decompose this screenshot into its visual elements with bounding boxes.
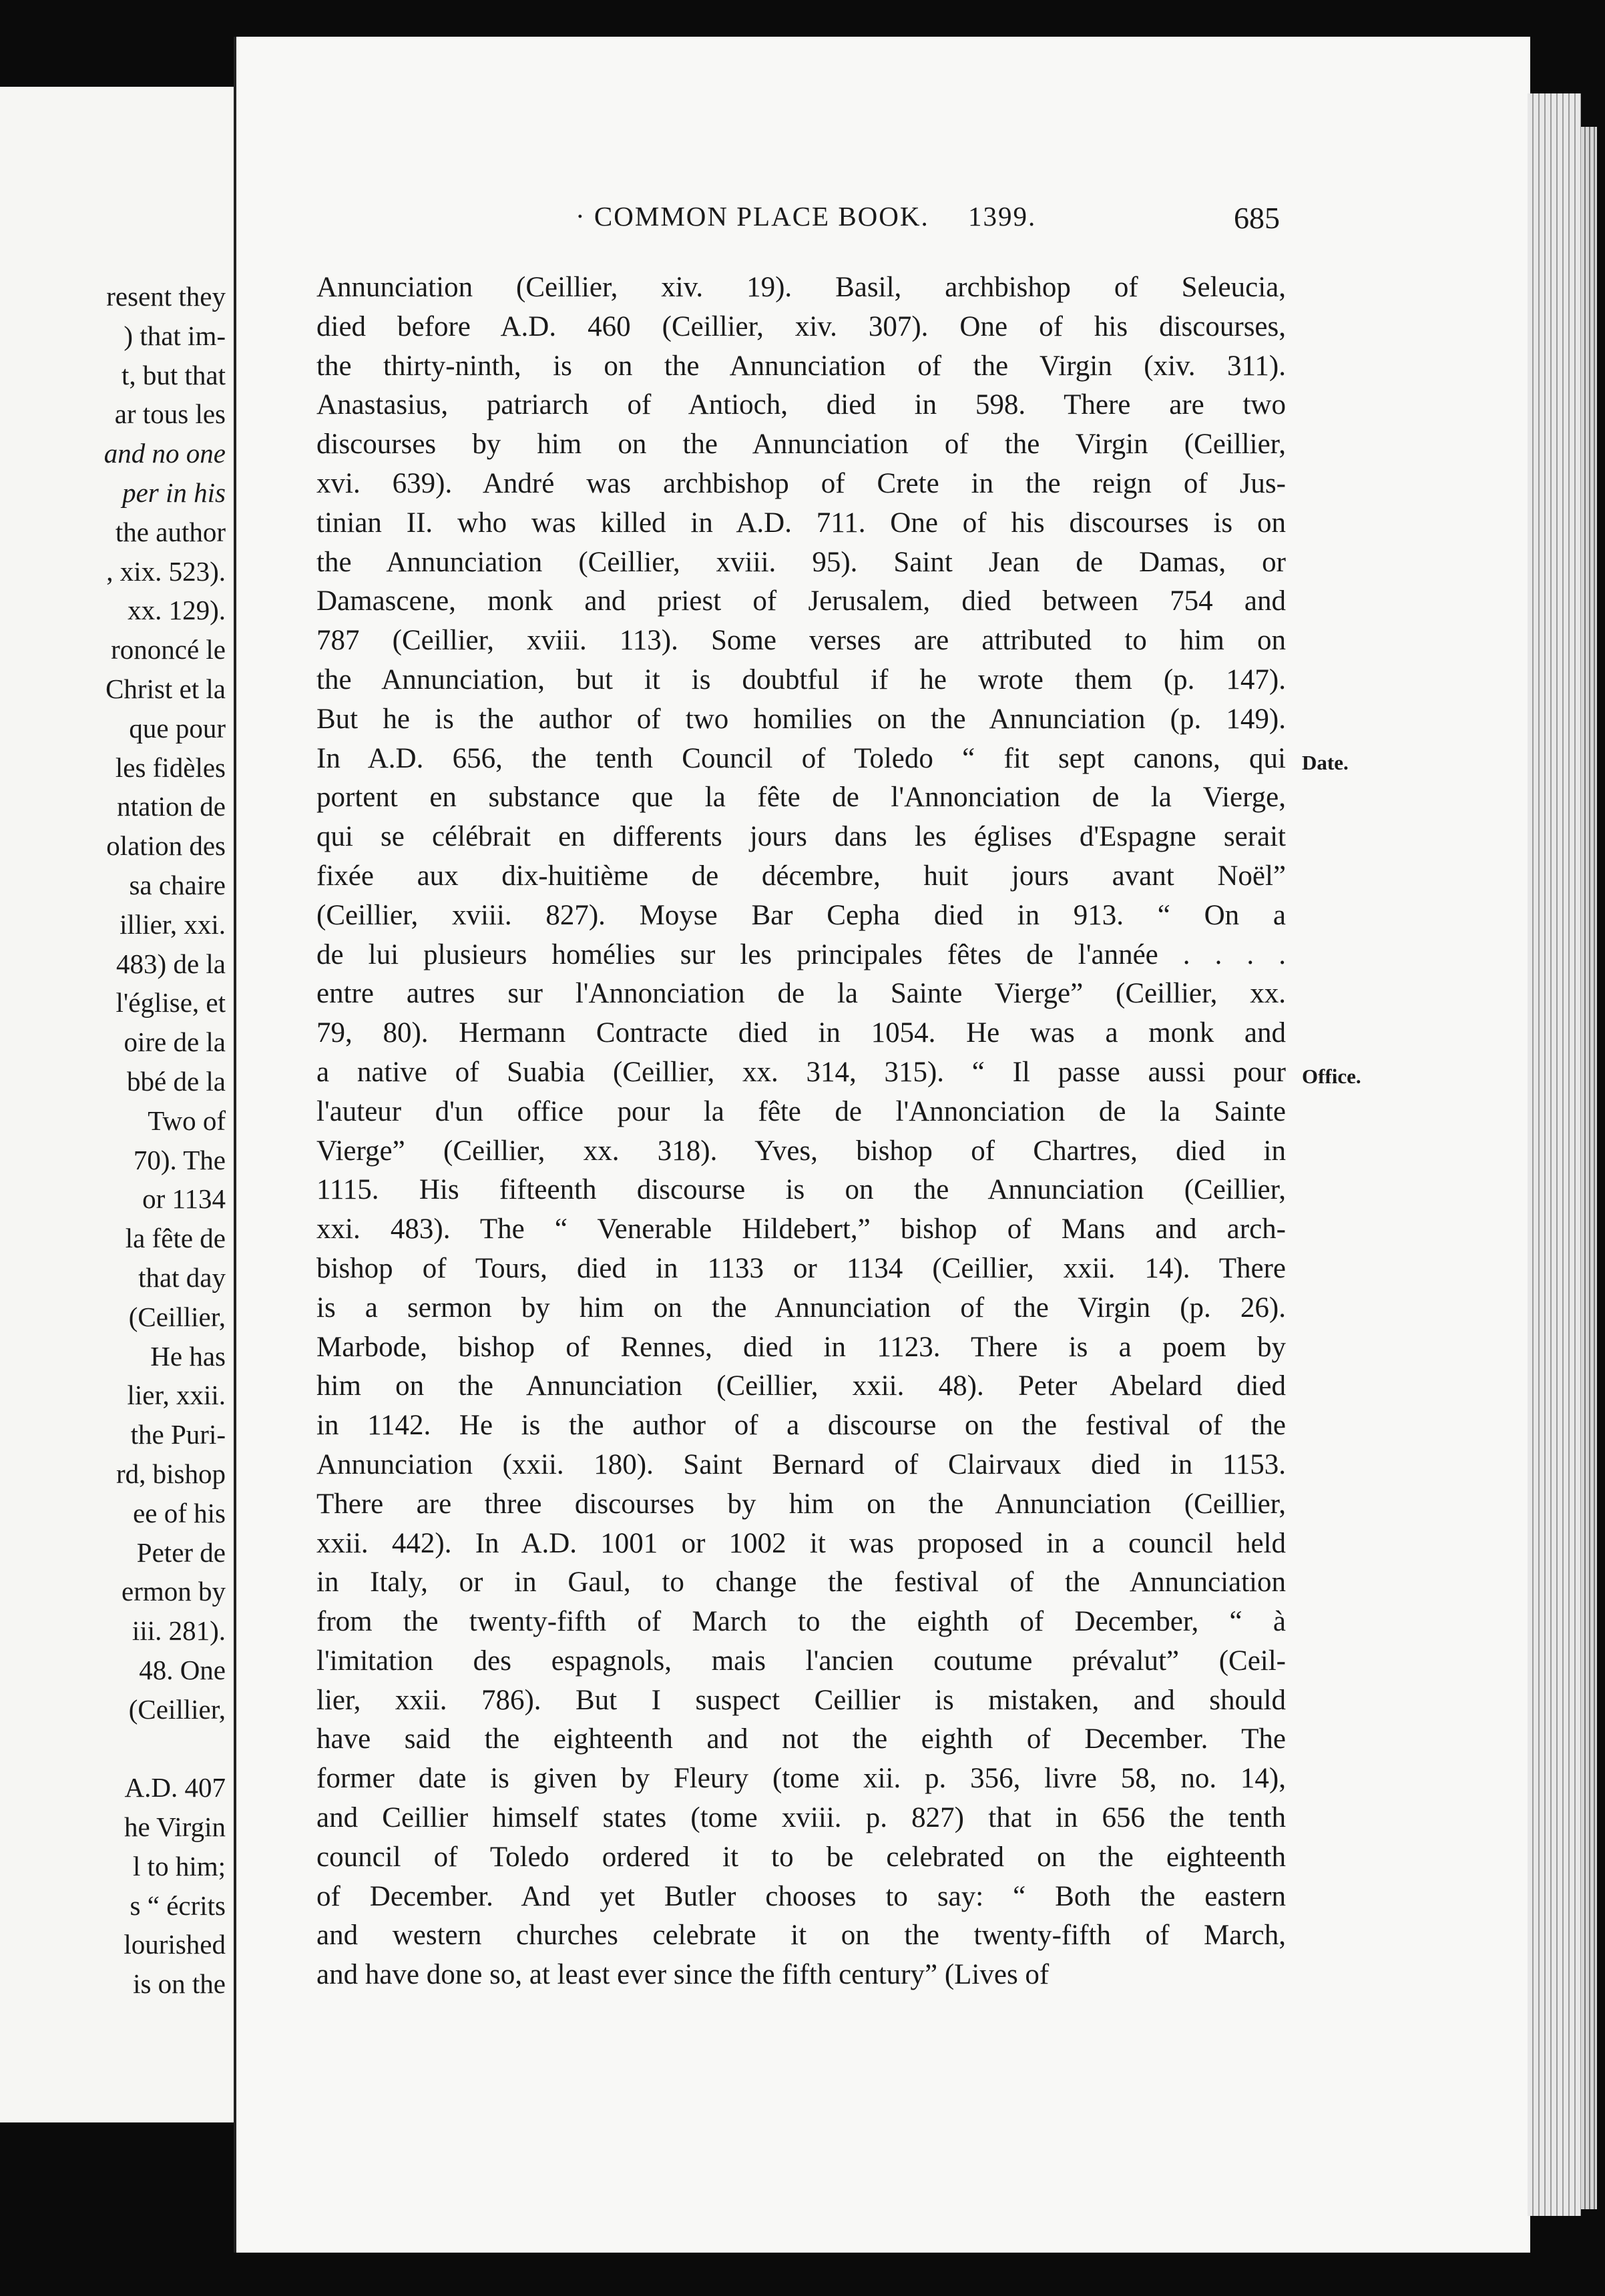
body-line: xxi. 483). The “ Venerable Hildebert,” bishop of Mans and arch- xyxy=(316,1213,1286,1245)
left-line: 70). The xyxy=(133,1144,226,1175)
left-line: sa chaire xyxy=(129,869,226,900)
body-line: 1115. His fifteenth discourse is on the Annunciation (Ceillier, xyxy=(316,1174,1286,1206)
left-line: s “ écrits xyxy=(130,1890,226,1921)
body-line: l'imitation des espagnols, mais l'ancien coutume prévalut” (Ceil- xyxy=(316,1645,1286,1677)
body-line: discourses by him on the Annunciation of the Virgin (Ceillier, xyxy=(316,428,1286,461)
left-line: t, but that xyxy=(121,359,226,390)
body-line: In A.D. 656, the tenth Council of Toledo “ fit sept canons, qui xyxy=(316,742,1286,774)
body-line: former date is given by Fleury (tome xii. p. 356, livre 58, no. 14), xyxy=(316,1763,1286,1795)
body-line: l'auteur d'un office pour la fête de l'Annonciation de la Sainte xyxy=(316,1095,1286,1127)
body-line: and Ceillier himself states (tome xviii. p. 827) that in 656 the tenth xyxy=(316,1802,1286,1834)
page-edges-outer xyxy=(1581,127,1597,2209)
left-line: lourished xyxy=(124,1929,226,1960)
running-head-title: · COMMON PLACE BOOK. xyxy=(576,201,929,232)
left-line: les fidèles xyxy=(115,752,226,783)
body-line: (Ceillier, xviii. 827). Moyse Bar Cepha died in 913. “ On a xyxy=(316,899,1286,931)
left-line: rd, bishop xyxy=(116,1458,226,1489)
left-line: that day xyxy=(138,1261,226,1293)
body-line: have said the eighteenth and not the eighth of December. The xyxy=(316,1723,1286,1755)
body-line: and have done so, at least ever since the fifth century” (Lives of xyxy=(316,1959,1050,1991)
body-line: the Annunciation, but it is doubtful if he wrote them (p. 147). xyxy=(316,663,1286,695)
left-line: l'église, et xyxy=(116,987,226,1019)
left-line: resent they xyxy=(106,281,226,312)
body-line: Anastasius, patriarch of Antioch, died in 598. There are two xyxy=(316,389,1286,421)
body-line: is a sermon by him on the Annunciation of the Virgin (p. 26). xyxy=(316,1292,1286,1324)
body-line: Vierge” (Ceillier, xx. 318). Yves, bishop of Chartres, died in xyxy=(316,1135,1286,1167)
body-line: 787 (Ceillier, xviii. 113). Some verses are attributed to him on xyxy=(316,625,1286,657)
left-line: 48. One xyxy=(139,1654,226,1685)
left-line: Peter de xyxy=(136,1536,226,1568)
left-line: ntation de xyxy=(117,791,226,822)
body-line: a native of Suabia (Ceillier, xx. 314, 315). “ Il passe aussi pour xyxy=(316,1056,1286,1088)
body-text xyxy=(316,268,1286,1995)
left-line: illier, xxi. xyxy=(120,908,226,940)
body-line: de lui plusieurs homélies sur les principales fêtes de l'année . . . . xyxy=(316,938,1286,970)
body-line: Annunciation (Ceillier, xiv. 19). Basil, archbishop of Seleucia, xyxy=(316,272,1286,303)
body-line: Marbode, bishop of Rennes, died in 1123. There is a poem by xyxy=(316,1331,1286,1363)
body-line: of December. And yet Butler chooses to say: “ Both the eastern xyxy=(316,1880,1286,1912)
left-line: lier, xxii. xyxy=(127,1380,226,1411)
body-line: from the twenty-fifth of March to the eighth of December, “ à xyxy=(316,1606,1286,1638)
body-line: him on the Annunciation (Ceillier, xxii. 48). Peter Abelard died xyxy=(316,1370,1286,1402)
body-line: the Annunciation (Ceillier, xviii. 95). Saint Jean de Damas, or xyxy=(316,546,1286,578)
left-line: l to him; xyxy=(133,1850,226,1882)
body-line: qui se célébrait en differents jours dans les églises d'Espagne serait xyxy=(316,821,1286,853)
left-line: oire de la xyxy=(124,1027,226,1058)
left-line: 483) de la xyxy=(116,948,226,979)
left-line: ) that im- xyxy=(124,320,226,351)
margin-note-office: Office. xyxy=(1302,1065,1361,1088)
body-line: But he is the author of two homilies on the Annunciation (p. 149). xyxy=(316,703,1286,735)
body-line: lier, xxii. 786). But I suspect Ceillier is mistaken, and should xyxy=(316,1684,1286,1716)
left-line: per in his xyxy=(122,477,226,508)
body-line: Annunciation (xxii. 180). Saint Bernard of Clairvaux died in 1153. xyxy=(316,1448,1286,1480)
left-line: and no one xyxy=(103,438,226,469)
body-line: tinian II. who was killed in A.D. 711. One of his discourses is on xyxy=(316,507,1286,539)
left-line: Two of xyxy=(148,1105,226,1136)
left-line: olation des xyxy=(106,830,226,862)
left-line: A.D. 407 xyxy=(124,1772,226,1803)
page-edges xyxy=(1528,93,1581,2216)
left-line: (Ceillier, xyxy=(128,1693,226,1725)
body-line: There are three discourses by him on the Annunciation (Ceillier, xyxy=(316,1488,1286,1520)
left-line: ar tous les xyxy=(114,398,226,430)
left-line: he Virgin xyxy=(124,1811,226,1843)
page-number: 685 xyxy=(1234,201,1280,235)
body-line: died before A.D. 460 (Ceillier, xiv. 307). One of his discourses, xyxy=(316,310,1286,342)
body-line: xxii. 442). In A.D. 1001 or 1002 it was proposed in a council held xyxy=(316,1527,1286,1559)
left-line: Christ et la xyxy=(105,673,226,704)
left-line: rononcé le xyxy=(111,634,226,665)
left-page-text xyxy=(104,277,226,2004)
body-line: Damascene, monk and priest of Jerusalem, died between 754 and xyxy=(316,585,1286,617)
body-line: bishop of Tours, died in 1133 or 1134 (Ceillier, xxii. 14). There xyxy=(316,1252,1286,1284)
body-line: entre autres sur l'Annonciation de la Sainte Vierge” (Ceillier, xx. xyxy=(316,978,1286,1010)
body-line: the thirty-ninth, is on the Annunciation of the Virgin (xiv. 311). xyxy=(316,350,1286,382)
body-line: in Italy, or in Gaul, to change the festival of the Annunciation xyxy=(316,1566,1286,1599)
left-line: la fête de xyxy=(125,1223,226,1254)
left-facing-page xyxy=(0,87,237,2122)
left-line: , xix. 523). xyxy=(106,555,226,587)
left-line: que pour xyxy=(129,712,226,744)
running-head-year: 1399. xyxy=(968,201,1037,232)
left-line: ermon by xyxy=(122,1576,226,1607)
body-line: portent en substance que la fête de l'Annonciation de la Vierge, xyxy=(316,782,1286,814)
body-line: xvi. 639). André was archbishop of Crete in the reign of Jus- xyxy=(316,467,1286,499)
left-line: ee of his xyxy=(133,1497,226,1528)
body-line: and western churches celebrate it on the twenty-fifth of March, xyxy=(316,1920,1286,1952)
body-line: fixée aux dix-huitième de décembre, huit jours avant Noël” xyxy=(316,860,1286,892)
left-line: the author xyxy=(115,516,226,547)
running-head xyxy=(576,200,1036,232)
left-line: (Ceillier, xyxy=(128,1301,226,1332)
left-line: bbé de la xyxy=(127,1065,226,1097)
body-line: in 1142. He is the author of a discourse on the festival of the xyxy=(316,1410,1286,1442)
left-line xyxy=(104,1729,226,1768)
left-line: He has xyxy=(150,1340,226,1372)
left-line: or 1134 xyxy=(142,1183,226,1215)
margin-note-date: Date. xyxy=(1302,751,1349,774)
left-line: iii. 281). xyxy=(132,1615,226,1647)
left-line: xx. 129). xyxy=(128,595,226,626)
left-line: is on the xyxy=(133,1968,226,2000)
body-line: council of Toledo ordered it to be celebrated on the eighteenth xyxy=(316,1841,1286,1873)
left-line: the Puri- xyxy=(130,1419,226,1450)
body-line: 79, 80). Hermann Contracte died in 1054. He was a monk and xyxy=(316,1017,1286,1049)
